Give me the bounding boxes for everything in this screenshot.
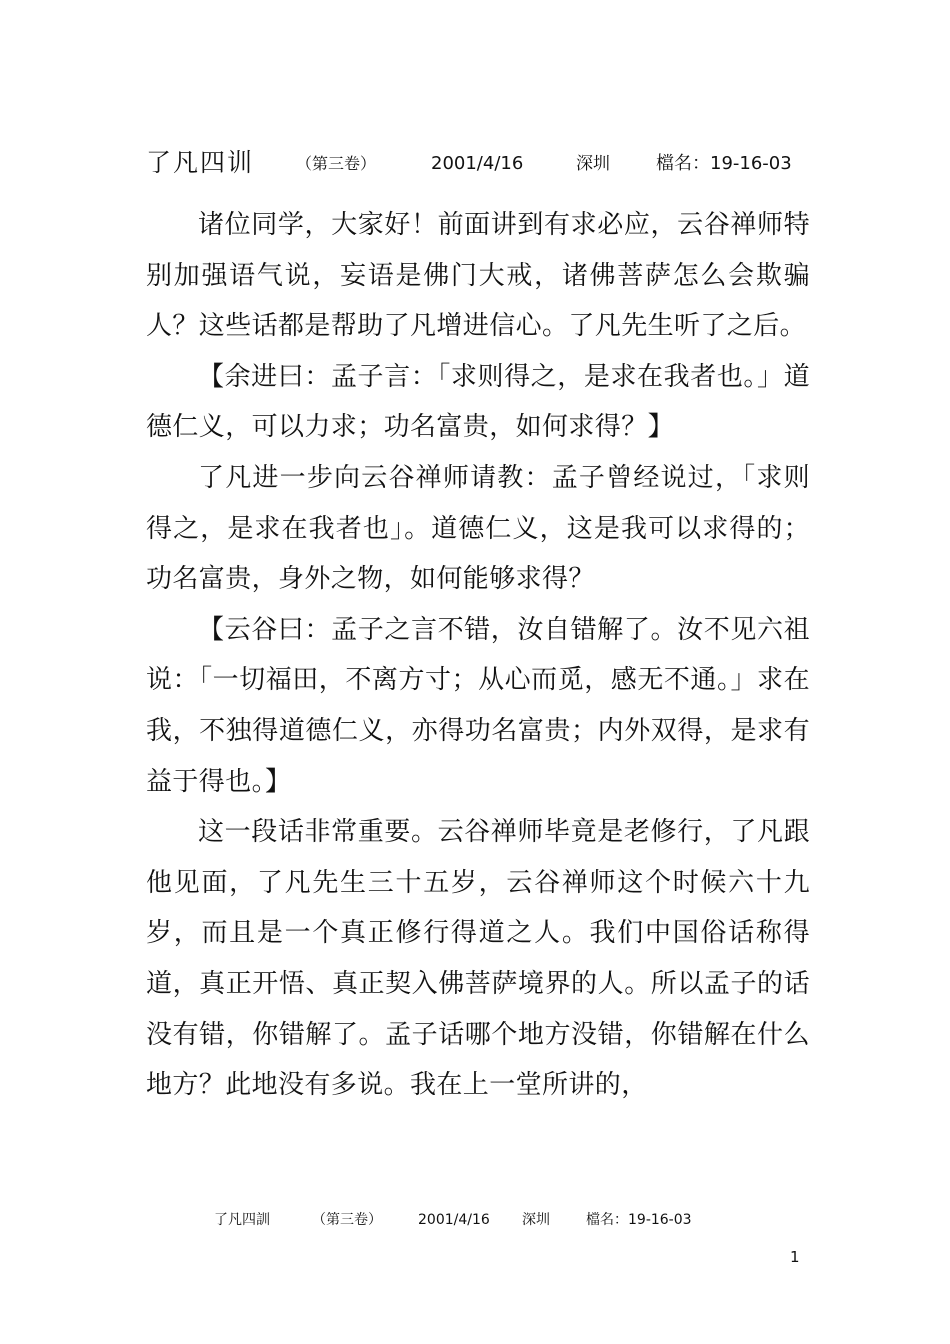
footer-title: 了凡四訓: [214, 1212, 270, 1228]
footer-date: 2001/4/16: [418, 1212, 490, 1228]
header-place: 深圳: [576, 154, 610, 174]
header-date: 2001/4/16: [431, 153, 524, 174]
header-volume: （第三卷）: [296, 154, 377, 173]
page-number: 1: [790, 1248, 800, 1266]
header-file-number: 檔名：19-16-03: [656, 153, 792, 174]
paragraph-quote-answer: 【云谷曰：孟子之言不错，汝自错解了。汝不见六祖说：「一切福田，不离方寸；从心而觅，感无不通。」求在我，不独得道德仁义，亦得功名富贵；内外双得，是求有益于得也。】: [146, 614, 810, 797]
paragraph-commentary-answer: 这一段话非常重要。云谷禅师毕竟是老修行，了凡跟他见面，了凡先生三十五岁，云谷禅师这个时候六十九岁，而且是一个真正修行得道之人。我们中国俗话称得道，真正开悟、真正契入佛菩萨境界的人。所以孟子的话没有错，你错解了。孟子话哪个地方没错，你错解在什么地方？此地没有多说。我在上一堂所讲的，: [146, 817, 810, 1101]
header-title: 了凡四训: [146, 148, 255, 177]
document-body: [146, 200, 810, 1111]
page-header: [146, 146, 816, 182]
paragraph-greeting: 诸位同学，大家好！前面讲到有求必应，云谷禅师特别加强语气说，妄语是佛门大戒，诸佛菩萨怎么会欺骗人？这些话都是帮助了凡增进信心。了凡先生听了之后。: [146, 210, 810, 342]
footer-file-number: 檔名：19-16-03: [586, 1212, 692, 1228]
footer-volume: （第三卷）: [312, 1212, 382, 1228]
footer-place: 深圳: [522, 1212, 550, 1228]
paragraph-commentary-question: 了凡进一步向云谷禅师请教：孟子曾经说过，「求则得之，是求在我者也」。道德仁义，这是我可以求得的；功名富贵，身外之物，如何能够求得？: [146, 462, 810, 595]
page-footer: [214, 1208, 734, 1234]
paragraph-quote-question: 【余进曰：孟子言：「求则得之，是求在我者也。」道德仁义，可以力求；功名富贵，如何求得？】: [146, 361, 810, 443]
